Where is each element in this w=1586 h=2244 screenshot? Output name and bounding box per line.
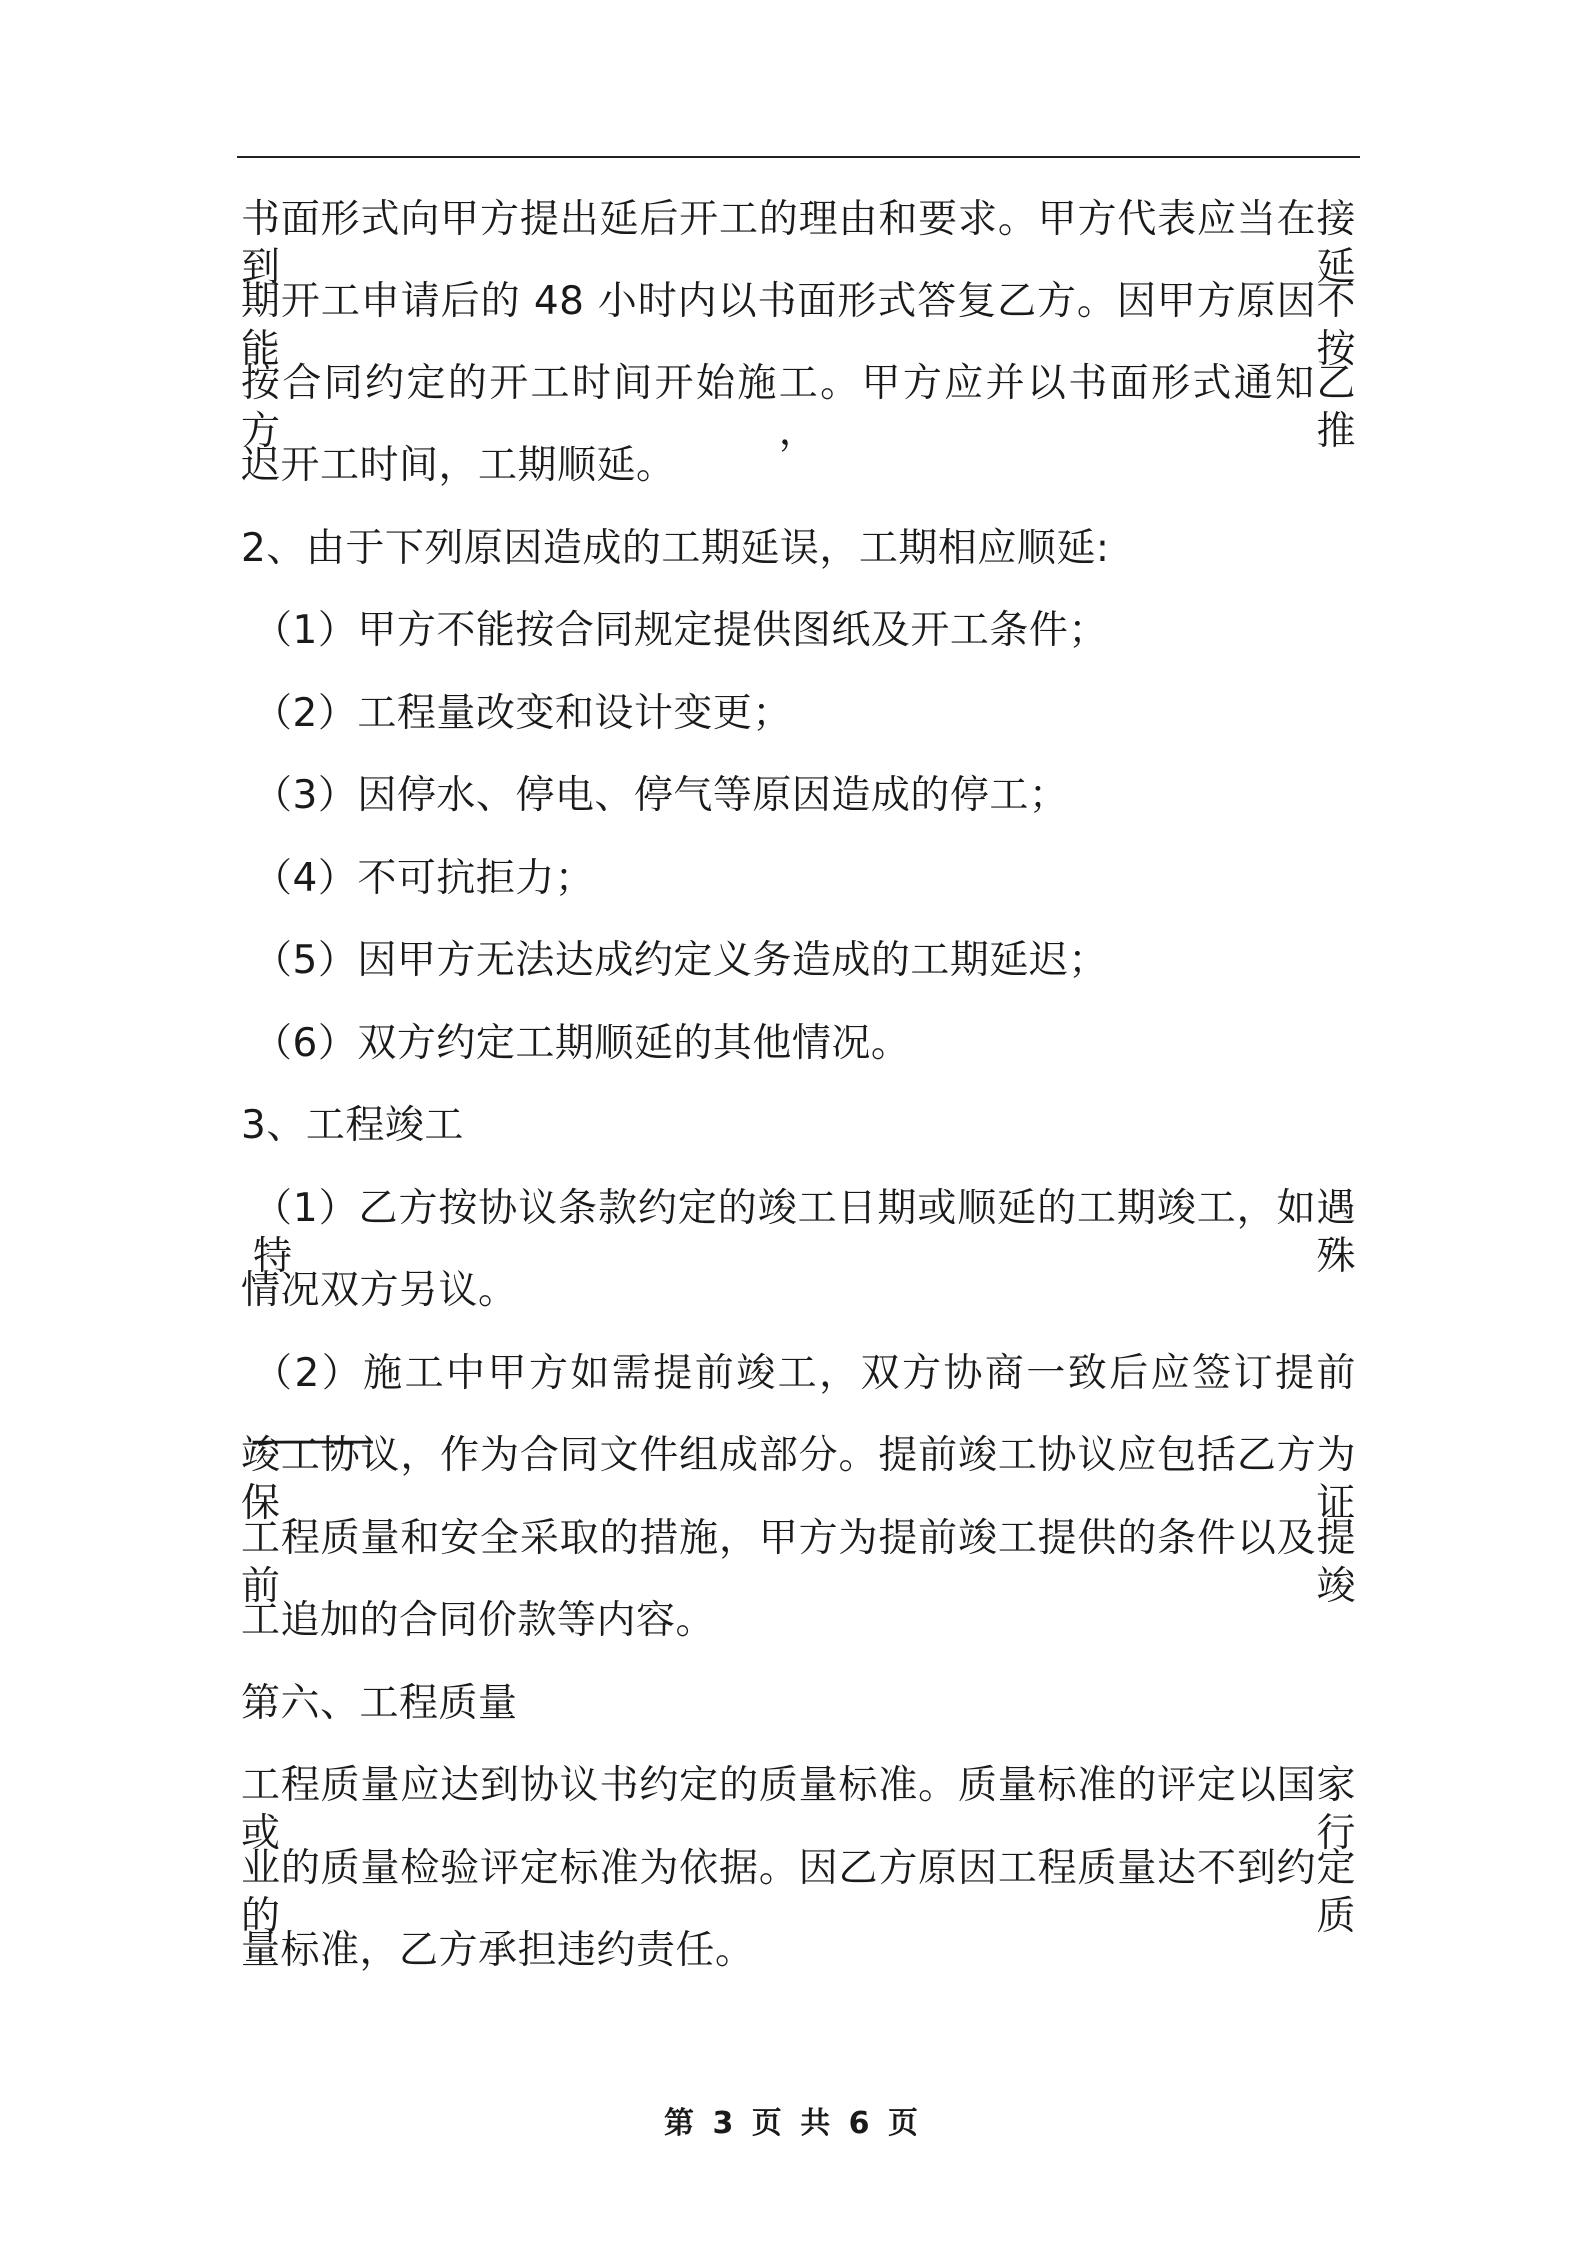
section-heading: 2、由于下列原因造成的工期延误，工期相应顺延: (241, 526, 1110, 571)
paragraph-line: 期开工申请后的 48 小时内以书面形式答复乙方。因甲方原因不能按 (241, 279, 1356, 372)
section-heading: 3、工程竣工 (241, 1103, 464, 1148)
list-item: （1）甲方不能按合同规定提供图纸及开工条件； (253, 608, 1108, 653)
paragraph-line: 业的质量检验评定标准为依据。因乙方原因工程质量达不到约定的质 (241, 1846, 1356, 1939)
list-item: （6）双方约定工期顺延的其他情况。 (253, 1021, 911, 1066)
page-number-footer: 第 3 页 共 6 页 (664, 2106, 922, 2141)
paragraph-line: 情况双方另议。 (241, 1268, 518, 1313)
paragraph-line: 工程质量应达到协议书约定的质量标准。质量标准的评定以国家或行 (241, 1763, 1356, 1856)
paragraph-line: 量标准，乙方承担违约责任。 (241, 1928, 755, 1973)
list-item: （3）因停水、停电、停气等原因造成的停工； (253, 773, 1069, 818)
list-item: （2）施工中甲方如需提前竣工，双方协商一致后应签订提前______ (253, 1351, 1356, 1444)
list-item: （1）乙方按协议条款约定的竣工日期或顺延的工期竣工，如遇特殊 (253, 1186, 1356, 1279)
list-item: （5）因甲方无法达成约定义务造成的工期延迟； (253, 938, 1108, 983)
paragraph-line: 竣工协议，作为合同文件组成部分。提前竣工协议应包括乙方为保证 (241, 1433, 1356, 1526)
paragraph-line: 工追加的合同价款等内容。 (241, 1598, 716, 1643)
paragraph-line: 迟开工时间，工期顺延。 (241, 443, 676, 488)
paragraph-line: 按合同约定的开工时间开始施工。甲方应并以书面形式通知乙方，推 (241, 361, 1356, 454)
list-item: （2）工程量改变和设计变更； (253, 691, 792, 736)
paragraph-line: 工程质量和安全采取的措施，甲方为提前竣工提供的条件以及提前竣 (241, 1516, 1356, 1609)
header-rule (237, 156, 1360, 158)
paragraph-line: 书面形式向甲方提出延后开工的理由和要求。甲方代表应当在接到延 (241, 197, 1356, 290)
section-heading: 第六、工程质量 (241, 1681, 518, 1726)
list-item: （4）不可抗拒力； (253, 856, 595, 901)
